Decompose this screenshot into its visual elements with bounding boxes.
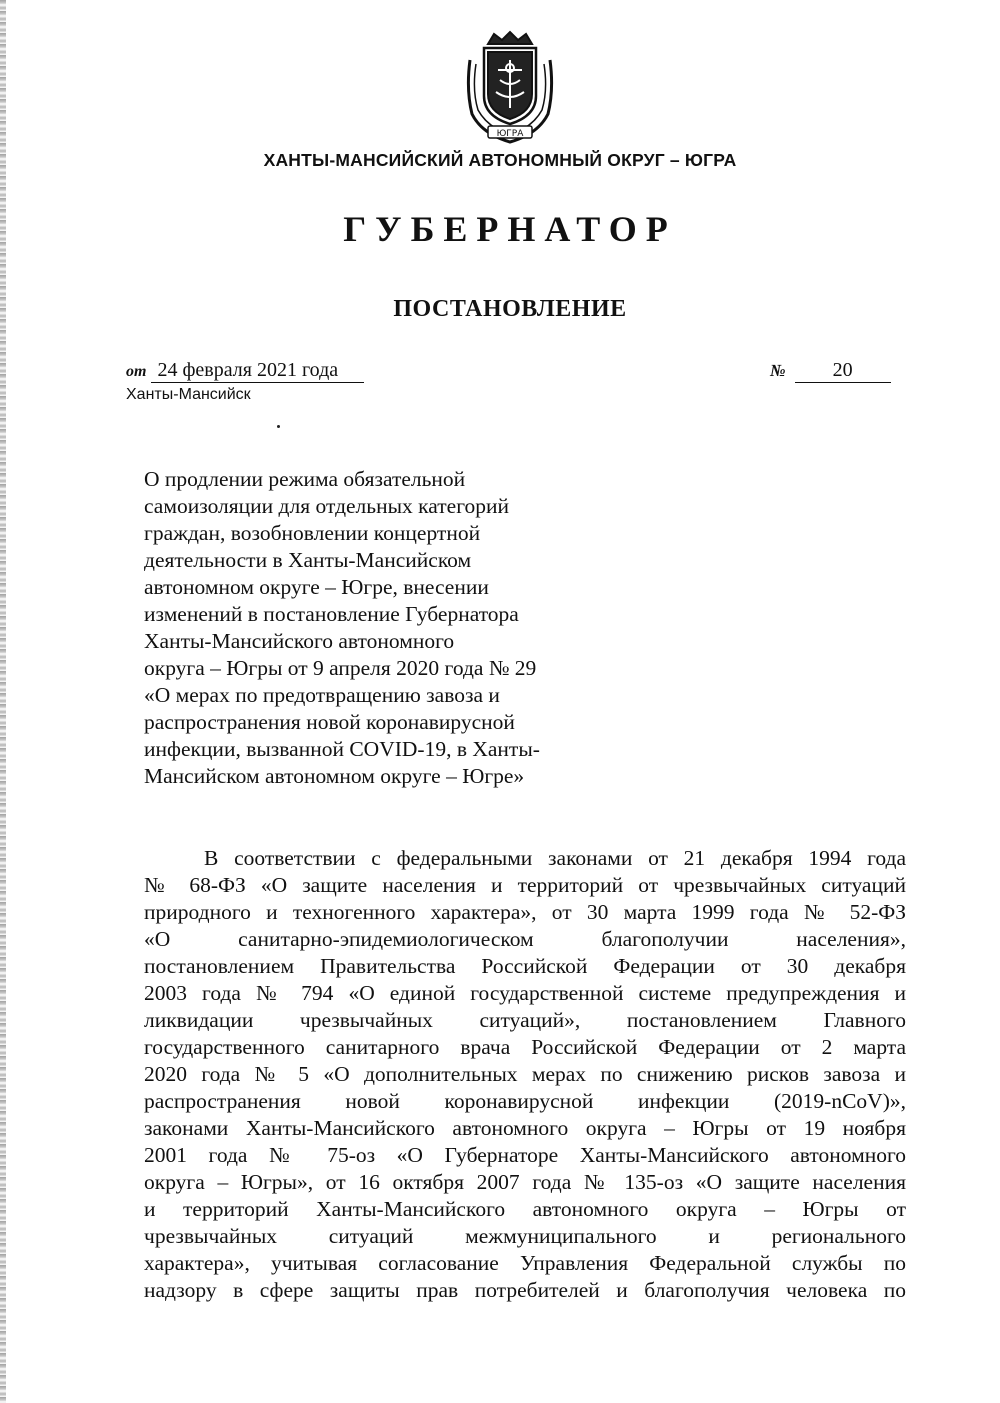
body-line: № 68-ФЗ «О защите населения и территорий от чрезвычайных ситуаций <box>144 873 906 897</box>
title-line: деятельности в Ханты-Мансийском <box>144 548 472 572</box>
title-line: распространения новой коронавирусной <box>144 710 515 734</box>
document-number: 20 <box>795 358 891 383</box>
document-place: Ханты-Мансийск <box>126 386 251 403</box>
title-line: Мансийском автономном округе – Югре» <box>144 764 525 788</box>
body-line: природного и техногенного характера», от 30 марта 1999 года № 52-ФЗ <box>144 900 906 924</box>
title-line: граждан, возобновлении концертной <box>144 521 481 545</box>
body-line: «О санитарно-эпидемиологическом благополучии населения», <box>144 927 906 951</box>
body-line: 2020 года № 5 «О дополнительных мерах по снижению рисков завоза и <box>144 1062 906 1086</box>
body-line: и территорий Ханты-Мансийского автономного округа – Югры от <box>144 1197 906 1221</box>
title-line: самоизоляции для отдельных категорий <box>144 494 509 518</box>
document-type: ПОСТАНОВЛЕНИЕ <box>393 296 627 322</box>
body-line: государственного санитарного врача Российской Федерации от 2 марта <box>144 1035 906 1059</box>
title-line: автономном округе – Югре, внесении <box>144 575 489 599</box>
body-line: чрезвычайных ситуаций межмуниципального и регионального <box>144 1224 906 1248</box>
body-line: 2003 года № 794 «О единой государственной системе предупреждения и <box>144 981 906 1005</box>
body-line: В соответствии с федеральными законами от 21 декабря 1994 года <box>204 846 906 870</box>
body-line: 2001 года № 75-оз «О Губернаторе Ханты-Мансийского автономного <box>144 1143 906 1167</box>
title-line: «О мерах по предотвращению завоза и <box>144 683 500 707</box>
title-line: инфекции, вызванной COVID-19, в Ханты- <box>144 737 540 761</box>
body-line: надзору в сфере защиты прав потребителей и благополучия человека по <box>144 1278 906 1302</box>
coat-of-arms-icon <box>458 30 562 146</box>
number-row <box>770 358 891 383</box>
body-line: округа – Югры», от 16 октября 2007 года № 135-оз «О защите населения <box>144 1170 906 1194</box>
date-row <box>126 358 364 383</box>
title-line: округа – Югры от 9 апреля 2020 года № 29 <box>144 656 537 680</box>
title-line: О продлении режима обязательной <box>144 467 466 491</box>
number-sign: № <box>770 361 786 380</box>
document-body <box>144 845 906 1304</box>
scan-dot <box>277 425 280 428</box>
document-title <box>144 466 614 790</box>
body-line: законами Ханты-Мансийского автономного округа – Югры от 19 ноября <box>144 1116 906 1140</box>
authority-title: ГУБЕРНАТОР <box>343 209 677 249</box>
date-prefix: от <box>126 363 147 380</box>
body-line: постановлением Правительства Российской Федерации от 30 декабря <box>144 954 906 978</box>
document-date: 24 февраля 2021 года <box>151 358 364 383</box>
title-line: Ханты-Мансийского автономного <box>144 629 455 653</box>
body-line: ликвидации чрезвычайных ситуаций», постановлением Главного <box>144 1008 906 1032</box>
region-name: ХАНТЫ-МАНСИЙСКИЙ АВТОНОМНЫЙ ОКРУГ – ЮГРА <box>263 150 737 170</box>
title-line: изменений в постановление Губернатора <box>144 602 519 626</box>
emblem-ribbon-text: ЮГРА <box>496 129 524 139</box>
body-line: характера», учитывая согласование Управления Федеральной службы по <box>144 1251 906 1275</box>
body-line: распространения новой коронавирусной инфекции (2019-nCoV)», <box>144 1089 906 1113</box>
